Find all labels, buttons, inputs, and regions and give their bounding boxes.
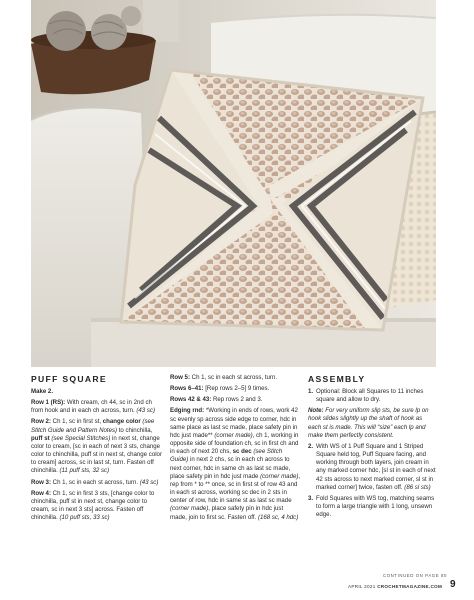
step-1-text: Optional: Block all Squares to 11 inches square and allow to dry. [316,388,424,404]
step-3-number: 3. [308,494,314,502]
edging-round-label: Edging rnd: [170,407,205,415]
rows-6-41-instruction [170,385,301,393]
note-label: Note: [308,407,324,415]
row-4-count: (10 puff sts, 33 sc) [59,514,110,522]
edging-text-a: *Working in ends of rows, work 42 sc evenly sp across side edge to corner, hdc in same place as last sc made, place safety pin in hdc just made** [170,407,298,439]
stitch-guide-reference: (see Stitch Guide and Pattern Notes) [31,418,155,434]
section-heading-puff-square: PUFF SQUARE [31,374,107,384]
row-1-count: (43 sc) [136,407,155,415]
row-2-instruction [31,418,164,475]
sc-dec-reference: (see Stitch Guide) [170,448,283,464]
section-heading-assembly: ASSEMBLY [308,374,366,384]
step-2-count: (86 sl sts) [404,483,431,491]
row-3-text: Ch 1, sc in each st across, turn. [50,478,140,486]
step-2-number: 2. [308,442,314,450]
make-count: Make 2. [31,388,54,395]
page-footer [348,584,442,589]
page-number: 9 [450,579,456,590]
pillow-photo [31,0,436,367]
assembly-step-2 [308,443,436,492]
change-color-term: change color [102,418,141,426]
edging-text-c: in next 2 chs, sc in each ch across to next corner, hdc in same ch as last sc made, place safety pin in hdc just made [170,456,291,480]
row-1-instruction [31,399,164,415]
step-3-text: Fold Squares with WS tog, matching seams to form a large triangle with 1 long, unsewn edge. [316,494,435,519]
corner-made-note-1: (corner made) [214,431,253,439]
row-2-label: Row 2: [31,418,51,426]
row-2-text-c: in next st, change color to cream, [sc in each of next 3 sts, change color to chinchilla, puff st in next st, change color to cream] across, sc in last st, turn. Fasten off chinchilla. [31,434,162,475]
edging-text-b: , ch 1, working in opposite side of foundation ch, sc in first ch and in each of next 20 chs, [170,431,299,456]
footer-website: CROCHETMAGAZINE.COM [377,584,443,589]
rows-6-41-label: Rows 6–41: [170,385,204,393]
assembly-step-1 [308,388,436,404]
row-3-instruction [31,479,164,487]
corner-made-note-3: (corner made) [170,505,209,513]
row-1-label: Row 1 (RS): [31,399,66,407]
row-1-text: With cream, ch 44, sc in 2nd ch from hook and in each ch across, turn. [31,399,152,415]
row-4-instruction [31,490,164,523]
row-4-text: Ch 1, sc in first 3 sts, [change color to chinchilla, puff st in next st, change color to cream, sc in next 3 sts] across. Fasten off chinchilla. [31,489,155,522]
row-2-count: (11 puff sts, 32 sc) [59,467,110,475]
note-text: For very uniform slip sts, be sure lp on hook slides slightly up the shaft of hook as each st is made. This will “size” each lp and make them perfectly consistent. [308,407,429,439]
corner-made-note-2: (corner made) [260,472,299,480]
sc-dec-term: sc dec [232,448,252,456]
rows-42-43-label: Rows 42 & 43: [170,396,212,404]
column-assembly [308,374,436,522]
row-2-text-b: to chinchilla, [117,426,153,434]
row-3-count: (43 sc) [139,478,159,486]
rows-42-43-instruction [170,396,301,404]
row-2-text-a: Ch 1, sc in first st, [50,418,103,426]
step-2-text: With WS of 1 Puff Square and 1 Striped Square held tog, Puff Square facing, and working through both layers, join cream in any marked corner hdc, [sl st in each of next 42 sts across to next marked corner, sl st in marked corner] twice, fasten off. [316,442,436,491]
step-1-number: 1. [308,388,314,395]
edging-text-e: , place safety pin in hdc just made, join to first sc. Fasten off. [170,505,284,521]
assembly-step-3 [308,495,436,519]
rows-42-43-text: Rep rows 2 and 3. [211,396,263,404]
rows-6-41-text: [Rep rows 2–5] 9 times. [203,385,270,393]
column-puff-square-continued [170,374,301,525]
row-3-label: Row 3: [31,478,51,486]
edging-text-d: , rep from * to ** once, sc in first st of row 43 and in each st across, working sc dec in 2 sts in center of row, hdc in same st as last sc made [170,472,301,505]
edging-count: (168 sc, 4 hdc) [257,513,299,521]
row-4-label: Row 4: [31,489,51,497]
row-5-text: Ch 1, sc in each st across, turn. [189,374,278,381]
special-stitches-reference: (see Special Stitches) [49,434,111,442]
column-puff-square [31,374,164,525]
row-5-label: Row 5: [170,374,190,381]
assembly-note [308,407,436,440]
edging-round-instruction [170,407,301,521]
continued-on-page-note: CONTINUED ON PAGE 80 [383,573,447,578]
row-5-instruction [170,374,301,382]
footer-issue: APRIL 2021 [348,584,378,589]
puff-st-term: puff st [31,434,50,442]
